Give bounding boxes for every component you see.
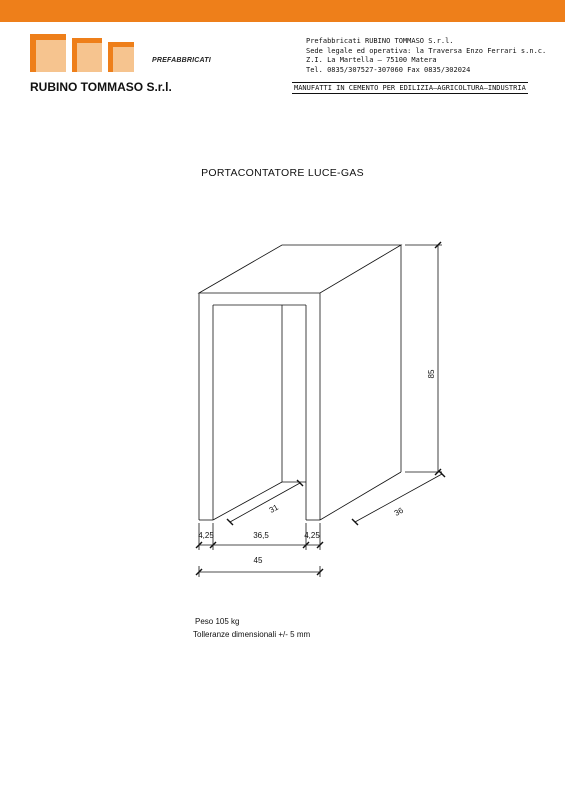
box-bottom-right-edge [320, 472, 401, 520]
company-name: RUBINO TOMMASO S.r.l. [30, 80, 172, 94]
tolerance-note: Tolleranze dimensionali +/- 5 mm [193, 630, 311, 639]
inner-depth-tick-back [297, 480, 303, 486]
wall-left-dim-label: 4,25 [198, 531, 214, 540]
depth-tick-front [352, 519, 358, 525]
height-dimension [405, 242, 442, 475]
depth-dimension [352, 471, 445, 525]
contact-line-city: Z.I. La Martella — 75100 Matera [306, 56, 437, 64]
contact-line-company: Prefabbricati RUBINO TOMMASO S.r.l. [306, 37, 454, 45]
total-width-dim-label: 45 [253, 556, 263, 565]
product-notes [193, 615, 310, 641]
box-outline [199, 245, 401, 520]
contact-line-phone: Tel. 0835/307527-307060 Fax 0835/302024 [306, 65, 471, 74]
width-segments-dimension [196, 523, 323, 550]
inner-depth-dim-line [230, 483, 300, 522]
inner-depth-dim-label: 31 [267, 502, 280, 515]
contact-line-address: Sede legale ed operativa: la Traversa Enzo Ferrari s.n.c. [306, 46, 547, 55]
product-title: PORTACONTATORE LUCE-GAS [201, 167, 364, 179]
height-dim-label: 85 [427, 369, 436, 379]
inner-depth-dimension [227, 480, 303, 525]
weight-note: Peso 105 kg [195, 617, 240, 626]
wall-right-dim-label: 4,25 [304, 531, 320, 540]
depth-dim-label: 36 [392, 505, 405, 518]
box-top-face [199, 245, 401, 293]
logo-tagline: PREFABBRICATI [152, 57, 211, 64]
inner-depth-tick-front [227, 519, 233, 525]
opening-dim-label: 36,5 [253, 531, 269, 540]
business-tagline: MANUFATTI IN CEMENTO PER EDILIZIA–AGRICOLTURA–INDUSTRIA [294, 84, 526, 92]
total-width-dimension [196, 556, 323, 577]
